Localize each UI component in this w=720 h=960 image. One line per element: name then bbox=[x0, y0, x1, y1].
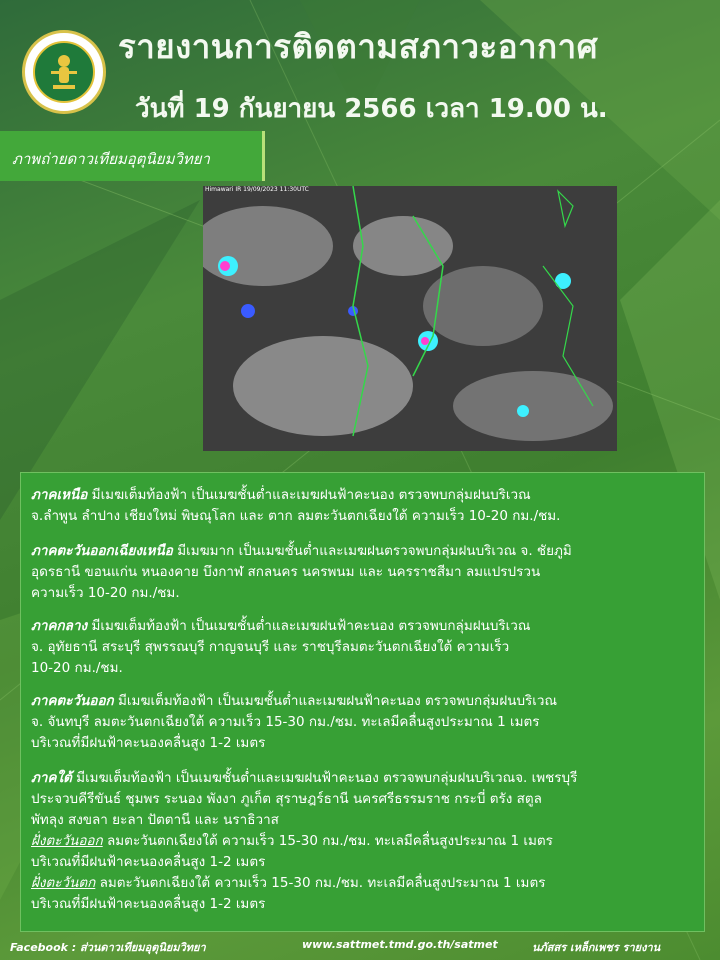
region-text: บริเวณที่มีฝนฟ้าคะนองคลื่นสูง 1-2 เมตร bbox=[31, 896, 266, 912]
tmd-logo bbox=[22, 30, 106, 114]
satellite-caption: Himawari IR 19/09/2023 11:30UTC bbox=[205, 186, 309, 193]
footer-website[interactable]: www.sattmet.tmd.go.th/satmet bbox=[302, 938, 498, 951]
logo-emblem bbox=[33, 41, 95, 103]
satellite-image bbox=[203, 186, 617, 451]
west-coast-label: ฝั่งตะวันตก bbox=[31, 875, 96, 891]
region-text: มีเมฆมาก เป็นเมฆชั้นต่ำและเมฆฝนตรวจพบกลุ่มฝนบริเวณ จ. ชัยภูมิ bbox=[177, 543, 572, 559]
east-coast-label: ฝั่งตะวันออก bbox=[31, 833, 103, 849]
region-text: ลมตะวันตกเฉียงใต้ ความเร็ว 15-30 กม./ชม. ทะเลมีคลื่นสูงประมาณ 1 เมตร bbox=[107, 833, 553, 849]
region-text: จ. จันทบุรี ลมตะวันตกเฉียงใต้ ความเร็ว 15-30 กม./ชม. ทะเลมีคลื่นสูงประมาณ 1 เมตร bbox=[31, 714, 540, 730]
section-label: ภาพถ่ายดาวเทียมอุตุนิยมวิทยา bbox=[12, 150, 210, 168]
region-name: ภาคเหนือ bbox=[31, 487, 88, 503]
region-north bbox=[31, 485, 699, 527]
region-text: ลมตะวันตกเฉียงใต้ ความเร็ว 15-30 กม./ชม. ทะเลมีคลื่นสูงประมาณ 1 เมตร bbox=[99, 875, 546, 891]
region-text: พัทลุง สงขลา ยะลา ปัตตานี และ นราธิวาส bbox=[31, 812, 279, 828]
region-text: มีเมฆเต็มท้องฟ้า เป็นเมฆชั้นต่ำและเมฆฝนฟ้าคะนอง ตรวจพบกลุ่มฝนบริเวณ bbox=[118, 693, 557, 709]
region-text: 10-20 กม./ชม. bbox=[31, 660, 123, 676]
region-text: จ. อุทัยธานี สระบุรี สุพรรณบุรี กาญจนบุรี และ ราชบุรีลมตะวันตกเฉียงใต้ ความเร็ว bbox=[31, 639, 510, 655]
region-text: มีเมฆเต็มท้องฟ้า เป็นเมฆชั้นต่ำและเมฆฝนฟ้าคะนอง ตรวจพบกลุ่มฝนบริเวณ bbox=[91, 618, 531, 634]
region-text: ความเร็ว 10-20 กม./ชม. bbox=[31, 585, 180, 601]
satellite-imagery bbox=[203, 186, 617, 451]
region-south bbox=[31, 768, 699, 915]
region-northeast bbox=[31, 541, 699, 604]
report-date-time: วันที่ 19 กันยายน 2566 เวลา 19.00 น. bbox=[135, 94, 608, 124]
region-text: จ.ลำพูน ลำปาง เชียงใหม่ พิษณุโลก และ ตาก ลมตะวันตกเฉียงใต้ ความเร็ว 10-20 กม./ชม. bbox=[31, 508, 561, 524]
region-name: ภาคกลาง bbox=[31, 618, 88, 634]
footer-facebook[interactable]: Facebook : ส่วนดาวเทียมอุตุนิยมวิทยา bbox=[10, 941, 206, 954]
region-text: อุดรธานี ขอนแก่น หนองคาย บึงกาฬ สกลนคร นครพนม และ นครราชสีมา ลมแปรปรวน bbox=[31, 564, 541, 580]
region-text: บริเวณที่มีฝนฟ้าคะนองคลื่นสูง 1-2 เมตร bbox=[31, 854, 266, 870]
report-title: รายงานการติดตามสภาวะอากาศ bbox=[118, 27, 599, 66]
region-text: บริเวณที่มีฝนฟ้าคะนองคลื่นสูง 1-2 เมตร bbox=[31, 735, 266, 751]
weather-report-panel bbox=[20, 472, 705, 932]
region-text: มีเมฆเต็มท้องฟ้า เป็นเมฆชั้นต่ำและเมฆฝนฟ้าคะนอง ตรวจพบกลุ่มฝนบริเวณจ. เพชรบุรี bbox=[76, 770, 578, 786]
region-text: ประจวบคีรีขันธ์ ชุมพร ระนอง พังงา ภูเก็ต สุราษฎร์ธานี นครศรีธรรมราช กระบี่ ตรัง สตูล bbox=[31, 791, 542, 807]
region-name: ภาคตะวันออก bbox=[31, 693, 114, 709]
footer-reporter: นภัสสร เหล็กเพชร รายงาน bbox=[532, 941, 661, 954]
region-east bbox=[31, 691, 699, 754]
region-central bbox=[31, 616, 699, 679]
deity-emblem-icon bbox=[35, 43, 93, 101]
region-name: ภาคตะวันออกเฉียงเหนือ bbox=[31, 543, 173, 559]
region-text: มีเมฆเต็มท้องฟ้า เป็นเมฆชั้นต่ำและเมฆฝนฟ้าคะนอง ตรวจพบกลุ่มฝนบริเวณ bbox=[91, 487, 531, 503]
section-label-tab bbox=[0, 131, 265, 181]
region-name: ภาคใต้ bbox=[31, 770, 72, 786]
